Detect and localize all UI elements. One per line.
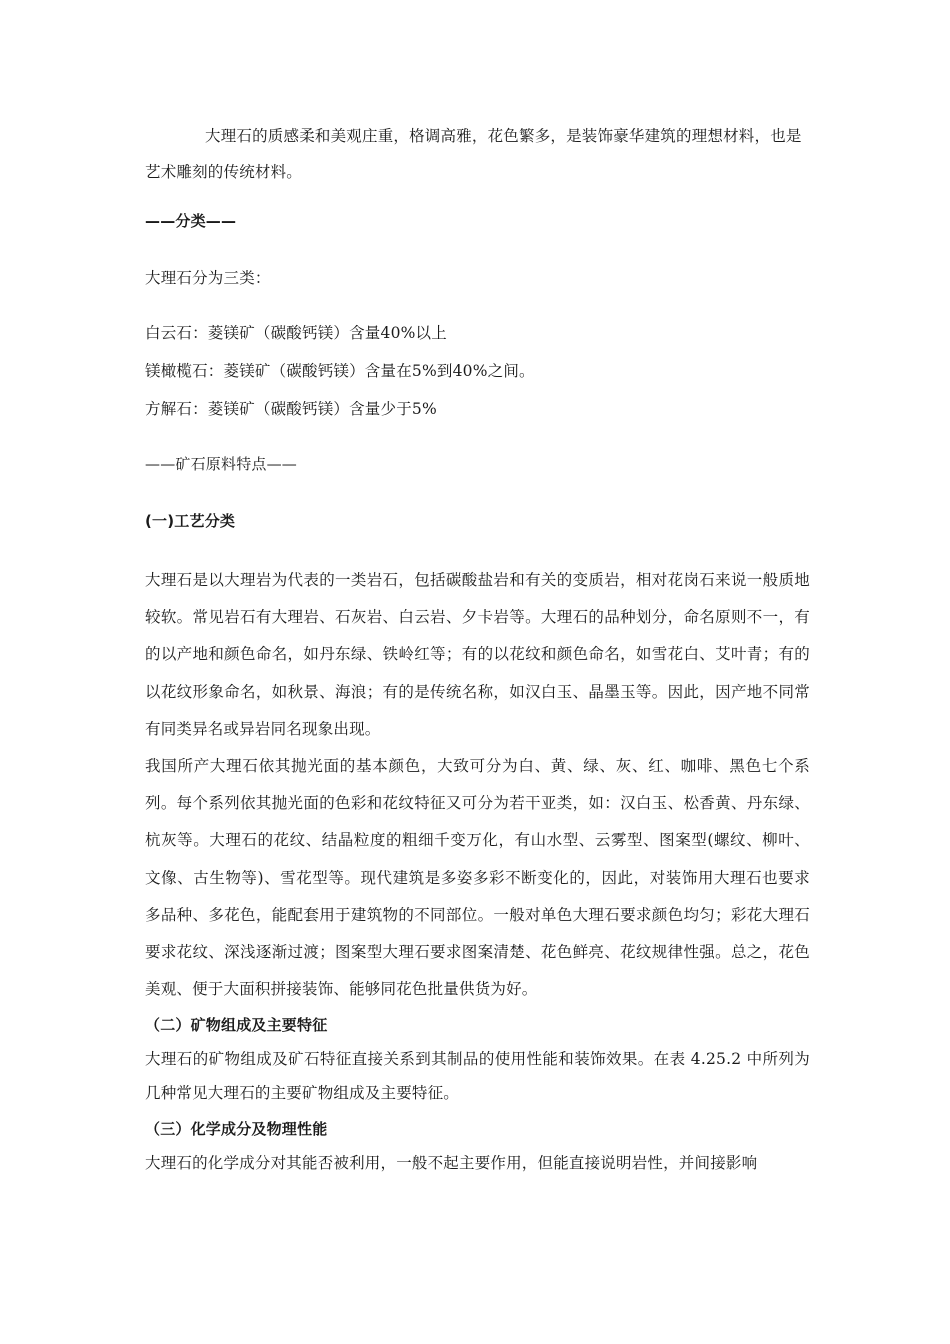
craft-paragraph-2: 我国所产大理石依其抛光面的基本颜色，大致可分为白、黄、绿、灰、红、咖啡、黑色七个系列。每个系列依其抛光面的色彩和花纹特征又可分为若干亚类，如：汉白玉、松香黄、丹东绿、杭灰等。大理石的花纹、结晶粒度的粗细千变万化，有山水型、云雾型、图案型(螺纹、柳叶、文像、古生物等)、雪花型等。现代建筑是多姿多彩不断变化的，因此，对装饰用大理石也要求多品种、多花色，能配套用于建筑物的不同部位。一般对单色大理石要求颜色均匀；彩花大理石要求花纹、深浅逐渐过渡；图案型大理石要求图案清楚、花色鲜亮、花纹规律性强。总之，花色美观、便于大面积拼接装饰、能够同花色批量供货为好。 <box>145 757 810 999</box>
mineral-composition-heading: （二）矿物组成及主要特征 <box>145 1016 328 1035</box>
chemical-properties-heading: （三）化学成分及物理性能 <box>145 1120 328 1139</box>
document-page <box>145 118 810 1180</box>
classification-heading: ——分类—— <box>145 212 237 230</box>
classification-item-dolomite: 白云石：菱镁矿（碳酸钙镁）含量40%以上 <box>145 324 447 342</box>
classification-item-forsterite: 镁橄榄石：菱镁矿（碳酸钙镁）含量在5%到40%之间。 <box>145 362 535 380</box>
intro-paragraph: 大理石的质感柔和美观庄重，格调高雅，花色繁多，是装饰豪华建筑的理想材料，也是艺术雕刻的传统材料。 <box>145 127 802 181</box>
chemical-properties-paragraph: 大理石的化学成分对其能否被利用，一般不起主要作用，但能直接说明岩性，并间接影响 <box>145 1154 758 1173</box>
mineral-composition-paragraph: 大理石的矿物组成及矿石特征直接关系到其制品的使用性能和装饰效果。在表 4.25.2 中所列为几种常见大理石的主要矿物组成及主要特征。 <box>145 1050 810 1103</box>
classification-lead: 大理石分为三类： <box>145 269 271 287</box>
classification-item-calcite: 方解石：菱镁矿（碳酸钙镁）含量少于5% <box>145 400 437 418</box>
craft-paragraph-1: 大理石是以大理岩为代表的一类岩石，包括碳酸盐岩和有关的变质岩，相对花岗石来说一般质地较软。常见岩石有大理岩、石灰岩、白云岩、夕卡岩等。大理石的品种划分，命名原则不一，有的以产地和颜色命名，如丹东绿、铁岭红等；有的以花纹和颜色命名，如雪花白、艾叶青；有的以花纹形象命名，如秋景、海浪；有的是传统名称，如汉白玉、晶墨玉等。因此，因产地不同常有同类异名或异岩同名现象出现。 <box>145 571 810 738</box>
ore-characteristics-heading: ——矿石原料特点—— <box>145 455 298 473</box>
craft-classification-heading: (一)工艺分类 <box>145 512 236 530</box>
